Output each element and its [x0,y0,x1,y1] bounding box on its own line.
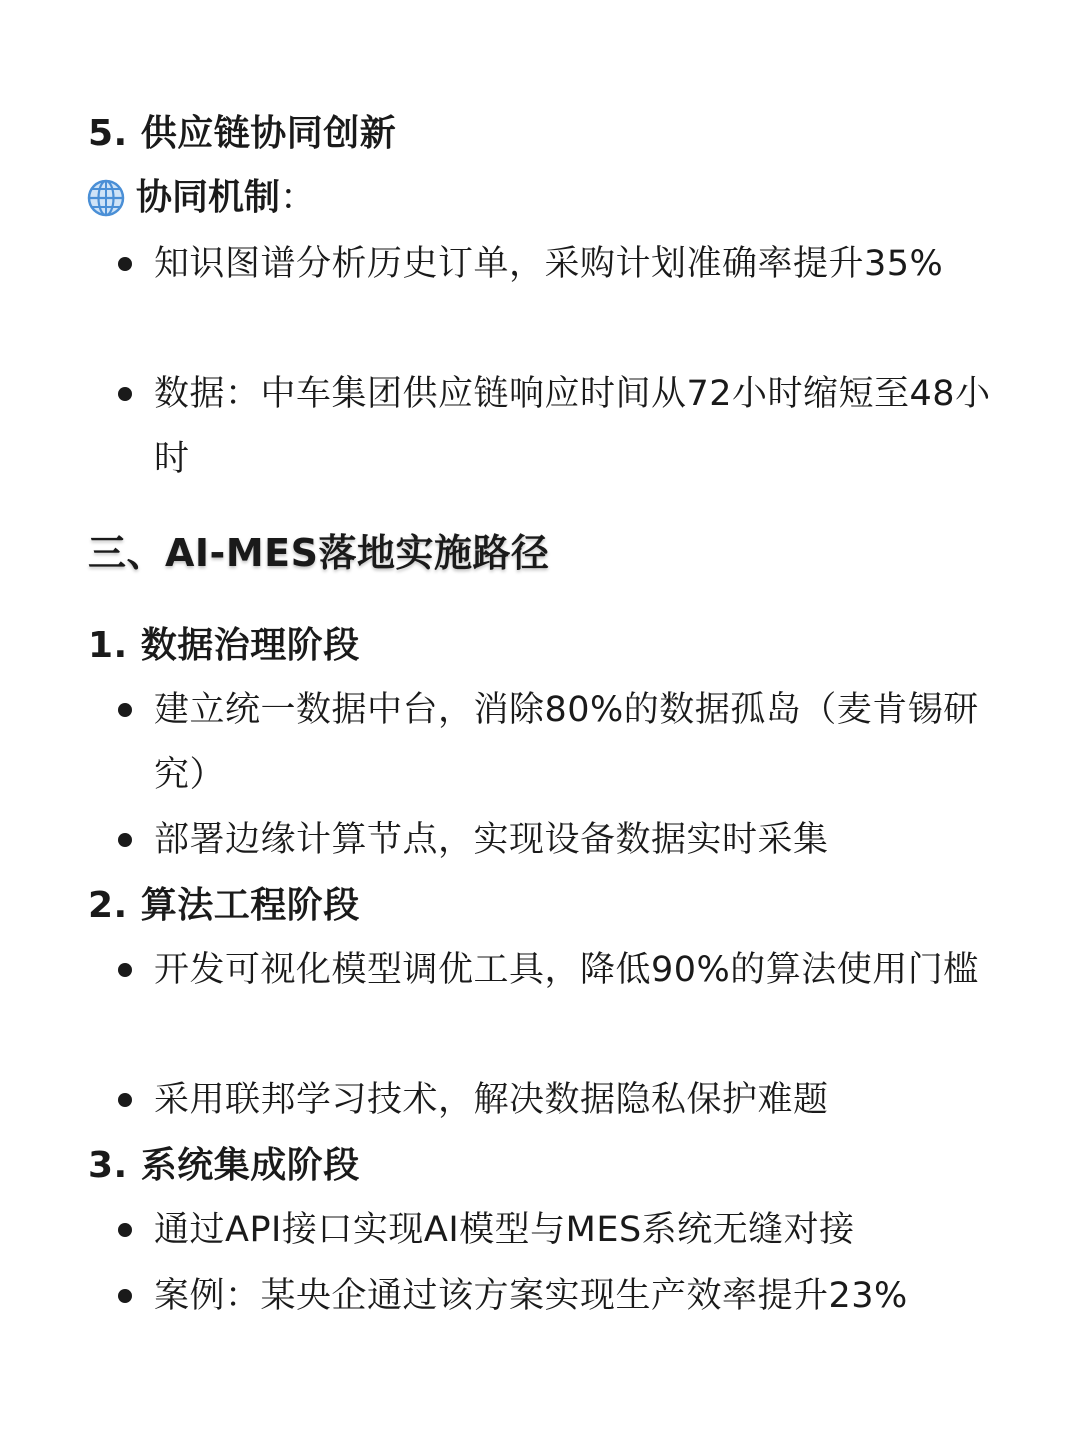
list-item [118,938,998,1003]
step-heading-data-governance: 1. 数据治理阶段 [88,625,360,666]
list-item-text: 数据：中车集团供应链响应时间从72小时缩短至48小时 [154,374,991,479]
bullet-dot [118,257,132,271]
bullet-dot [118,1093,132,1107]
step-heading-system-integration: 3. 系统集成阶段 [88,1145,360,1186]
list-item [118,232,998,297]
bullet-dot [118,703,132,717]
subheading-collaboration-mechanism [86,174,316,222]
list-item [118,1198,998,1263]
bullet-dot [118,833,132,847]
list-item [118,1264,998,1329]
list-item-text: 通过API接口实现AI模型与MES系统无缝对接 [154,1210,855,1250]
step-heading-algorithm-engineering: 2. 算法工程阶段 [88,885,360,926]
section-title-ai-mes-path: 三、AI-MES落地实施路径 [88,531,550,575]
list-item [118,678,998,808]
subheading-colon: ： [280,177,317,218]
bullet-dot [118,963,132,977]
bullet-dot [118,1223,132,1237]
bullet-dot [118,1289,132,1303]
bullet-dot [118,387,132,401]
list-item-text: 开发可视化模型调优工具，降低90%的算法使用门槛 [154,950,979,990]
subheading-label: 协同机制 [136,177,281,218]
list-item [118,1068,998,1133]
globe-icon [86,178,126,218]
list-item-text: 案例：某央企通过该方案实现生产效率提升23% [154,1276,908,1316]
list-item [118,808,998,873]
list-item-text: 采用联邦学习技术，解决数据隐私保护难题 [154,1080,829,1120]
list-item-text: 建立统一数据中台，消除80%的数据孤岛（麦肯锡研究） [154,690,979,795]
list-item-text: 知识图谱分析历史订单，采购计划准确率提升35% [154,244,944,284]
section-heading-supply-chain: 5. 供应链协同创新 [88,113,397,154]
list-item [118,362,998,492]
list-item-text: 部署边缘计算节点，实现设备数据实时采集 [154,820,829,860]
